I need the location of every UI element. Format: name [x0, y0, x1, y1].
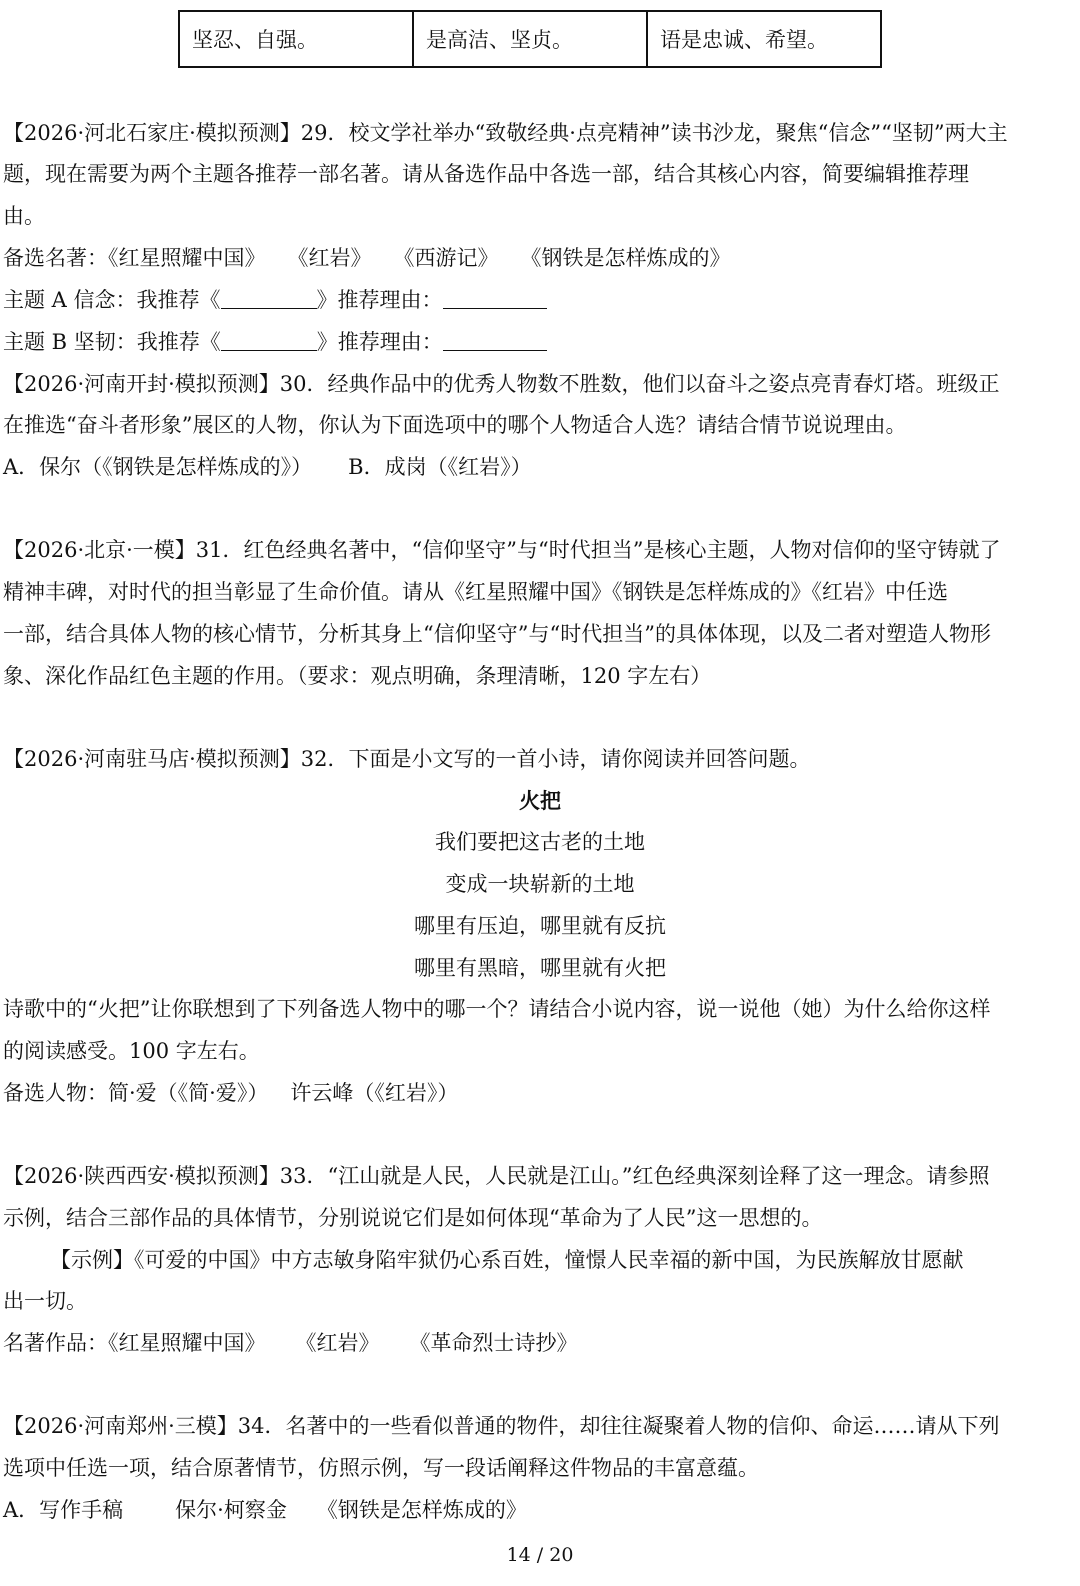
- q29-theme-b: [3, 327, 1072, 357]
- q31-line-1: 【2026·北京·一模】31．红色经典名著中，“信仰坚守”与“时代担当”是核心主题，人物对信仰的坚守铸就了: [3, 538, 1001, 562]
- q32-line-1: 【2026·河南驻马店·模拟预测】32．下面是小文写的一首小诗，请你阅读并回答问题。: [3, 747, 811, 771]
- options-label: 备选名著：: [3, 246, 108, 270]
- option-b: B．成岗（《红岩》）: [348, 455, 532, 479]
- theme-a-book-blank[interactable]: [221, 286, 317, 309]
- q33-example-line-2: 出一切。: [3, 1289, 87, 1313]
- q33-works: [3, 1328, 1072, 1358]
- q29-line-2: 题，现在需要为两个主题各推荐一部名著。请从备选作品中各选一部，结合其核心内容，简要编辑推荐理: [3, 162, 969, 186]
- poem-line: 我们要把这古老的土地: [435, 830, 645, 854]
- q32-line-3: 的阅读感受。100 字左右。: [3, 1039, 260, 1063]
- q33-example-line-1: 【示例】《可爱的中国》中方志敏身陷牢狱仍心系百姓，憧憬人民幸福的新中国，为民族解放甘愿献: [50, 1248, 964, 1272]
- q31-line-3: 一部，结合具体人物的核心情节，分析其身上“信仰坚守”与“时代担当”的具体体现，以及二者对塑造人物形: [3, 622, 991, 646]
- table-cell: 坚忍、自强。: [179, 11, 413, 67]
- page-number: 14 / 20: [506, 1544, 574, 1566]
- option-a: A．保尔（《钢铁是怎样炼成的》）: [3, 455, 313, 479]
- q30-line-1: 【2026·河南开封·模拟预测】30．经典作品中的优秀人物数不胜数，他们以奋斗之姿点亮青春灯塔。班级正: [3, 372, 1000, 396]
- q29-theme-a: [3, 285, 1072, 315]
- work-title: 《红岩》: [295, 1331, 380, 1355]
- q34-option-a: [3, 1495, 1072, 1525]
- q32-options: [3, 1078, 1072, 1108]
- theme-a-prefix: 主题 A 信念：我推荐《: [3, 288, 221, 312]
- table-cell: 是高洁、坚贞。: [413, 11, 647, 67]
- poem-title: 火把: [519, 788, 561, 813]
- reason-label: 》推荐理由：: [316, 288, 443, 312]
- theme-b-book-blank[interactable]: [221, 328, 317, 351]
- answer-table: [178, 10, 882, 68]
- option-book: 《钢铁是怎样炼成的》: [520, 246, 731, 270]
- q29-options: [3, 243, 1072, 273]
- reason-label: 》推荐理由：: [316, 330, 443, 354]
- option-person: 许云峰（《红岩》）: [290, 1081, 459, 1105]
- option-book: 《红星照耀中国》: [108, 246, 266, 270]
- option-person: 保尔·柯察金: [175, 1498, 287, 1522]
- theme-b-reason-blank[interactable]: [443, 328, 547, 351]
- poem-line: 变成一块崭新的土地: [445, 872, 635, 896]
- work-title: 《革命烈士诗抄》: [409, 1331, 578, 1355]
- theme-a-reason-blank[interactable]: [443, 286, 547, 309]
- option-person: 简·爱（《简·爱》）: [108, 1081, 269, 1105]
- q30-line-2: 在推选“奋斗者形象”展区的人物，你认为下面选项中的哪个人物适合人选？请结合情节说说理由。: [3, 413, 907, 437]
- works-label: 名著作品：: [3, 1331, 108, 1355]
- q34-line-1: 【2026·河南郑州·三模】34．名著中的一些看似普通的物件，却往往凝聚着人物的信仰、命运……请从下列: [3, 1414, 1000, 1438]
- options-label: 备选人物：: [3, 1081, 108, 1105]
- q31-line-4: 象、深化作品红色主题的作用。（要求：观点明确，条理清晰，120 字左右）: [3, 664, 712, 688]
- option-book: 《钢铁是怎样炼成的》: [316, 1498, 527, 1522]
- option-book: 《红岩》: [287, 246, 372, 270]
- poem-line: 哪里有压迫，哪里就有反抗: [414, 914, 666, 938]
- theme-b-prefix: 主题 B 坚韧：我推荐《: [3, 330, 221, 354]
- option-book: 《西游记》: [393, 246, 499, 270]
- q29-line-3: 由。: [3, 204, 45, 228]
- work-title: 《红星照耀中国》: [108, 1331, 266, 1355]
- option-item: A．写作手稿: [3, 1498, 124, 1522]
- q31-line-2: 精神丰碑，对时代的担当彰显了生命价值。请从《红星照耀中国》《钢铁是怎样炼成的》《红岩》中任选: [3, 580, 948, 604]
- poem-line: 哪里有黑暗，哪里就有火把: [414, 956, 666, 980]
- table-row: [179, 11, 881, 67]
- q30-options: [3, 452, 1072, 482]
- table-cell: 语是忠诚、希望。: [647, 11, 881, 67]
- q29-line-1: 【2026·河北石家庄·模拟预测】29．校文学社举办“致敬经典·点亮精神”读书沙龙，聚焦“信念”“坚韧”两大主: [3, 121, 1008, 145]
- q32-line-2: 诗歌中的“火把”让你联想到了下列备选人物中的哪一个？请结合小说内容，说一说他（她）为什么给你这样: [3, 997, 991, 1021]
- q33-line-2: 示例，结合三部作品的具体情节，分别说说它们是如何体现“革命为了人民”这一思想的。: [3, 1206, 823, 1230]
- q34-line-2: 选项中任选一项，结合原著情节，仿照示例，写一段话阐释这件物品的丰富意蕴。: [3, 1456, 759, 1480]
- q33-line-1: 【2026·陕西西安·模拟预测】33．“江山就是人民，人民就是江山。”红色经典深刻诠释了这一理念。请参照: [3, 1164, 990, 1188]
